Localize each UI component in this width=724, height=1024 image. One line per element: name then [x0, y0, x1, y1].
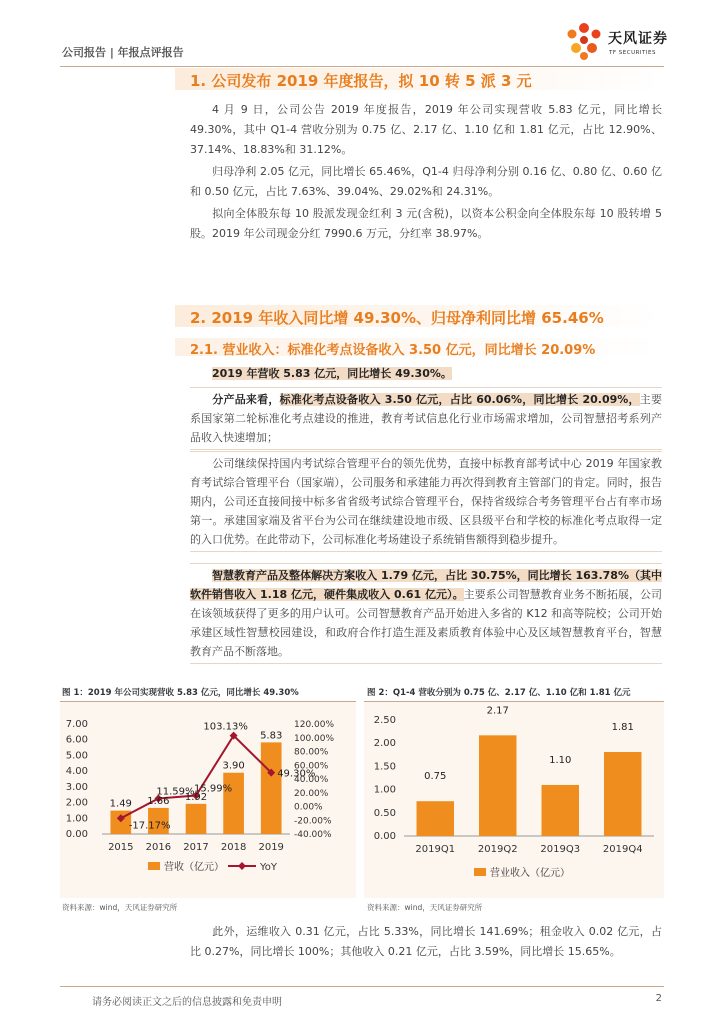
logo-text-cn: 天风证券	[608, 31, 668, 47]
chart2-quarterly-revenue	[364, 702, 664, 898]
chart1-source: 资料来源：wind，天风证券研究所	[62, 903, 178, 912]
logo-text-en: TF SECURITIES	[609, 50, 656, 56]
other-revenue-paragraph: 此外，运维收入 0.31 亿元，占比 5.33%，同比增长 141.69%；租金收入 0.02 亿元，占比 0.27%，同比增长 100%；其他收入 0.21 亿元，占比 3.59%，同比增长 15.65%。	[190, 925, 662, 958]
revenue-summary: 2019 年营收 5.83 亿元，同比增长 49.30%。	[212, 367, 452, 380]
chart1-bar-value-label: 5.83	[260, 730, 283, 742]
chart2-bar-2019Q4	[604, 752, 642, 836]
chart1-x-tick-label: 2015	[108, 842, 134, 853]
chart1-yoy-value-label: 15.99%	[194, 783, 233, 795]
chart2-y-tick-label: 0.50	[373, 807, 396, 819]
section2-subtitle: 2.1. 营业收入：标准化考点设备收入 3.50 亿元，同比增长 20.09%	[190, 343, 596, 358]
chart2-x-tick-label: 2019Q4	[602, 844, 643, 855]
chart1-bar-2017	[186, 804, 207, 834]
chart1-yoy-value-label: 11.59%	[156, 786, 195, 798]
chart1-y2-tick-label: -20.00%	[294, 816, 332, 827]
exam-platform-paragraph: 公司继续保持国内考试综合管理平台的领先优势，直接中标教育部考试中心 2019 年国家教育考试综合管理平台（国家端），公司服务和承建能力再次得到教育主管部门的肯定。同时，报告期内，公司还直接间接中标多省省级考试综合管理平台，保持省级综合考务管理平台占有率市场第一。承建国家端及省平台为公司在继续建设地市级、区县级平台和学校的标准化考点取得一定的入口优势。在此带动下，公司标准化考场建设子系统销售额得到稳步提升。	[190, 451, 662, 552]
chart1-data-labels	[108, 722, 315, 853]
chart1-y2-tick-label: 80.00%	[294, 747, 329, 758]
footer-disclaimer: 请务必阅读正文之后的信息披露和免责申明	[92, 997, 282, 1008]
footer-divider	[60, 986, 664, 987]
chart2-bar-2019Q2	[479, 735, 517, 836]
chart1-caption: 图 1：2019 年公司实现营收 5.83 亿元，同比增长 49.30%	[62, 688, 299, 698]
chart2-y-tick-label: 1.50	[373, 761, 396, 773]
chart1-y-tick-label: 1.00	[65, 813, 88, 825]
chart1-legend-line-label: YoY	[260, 862, 278, 873]
section1-paragraph-3: 拟向全体股东每 10 股派发现金红利 3 元(含税)，以资本公积金向全体股东每 10 股转增 5 股。2019 年公司现金分红 7990.6 万元，分红率 38.97%。	[190, 207, 662, 240]
chart1-y2-tick-label: -40.00%	[294, 830, 332, 840]
chart1-bar-value-label: 1.92	[184, 791, 208, 803]
chart2-legend-bar-label: 营业收入（亿元）	[490, 868, 570, 879]
section1-title: 1. 公司发布 2019 年度报告，拟 10 转 5 派 3 元	[190, 72, 532, 90]
chart2-source: 资料来源：wind，天风证券研究所	[367, 903, 483, 912]
chart1-y-tick-label: 3.00	[65, 781, 88, 793]
chart1-x-tick-label: 2018	[220, 842, 247, 853]
chart1-bar-value-label: 1.49	[109, 798, 132, 810]
chart1-y2-tick-label: 0.00%	[294, 802, 323, 813]
chart2-bars	[417, 735, 642, 836]
chart1-legend-line-marker	[238, 862, 246, 870]
chart1-x-tick-label: 2016	[145, 842, 172, 853]
chart2-bar-2019Q3	[542, 785, 580, 836]
chart2-bar-value-label: 0.75	[424, 771, 447, 783]
chart1-y-tick-label: 4.00	[65, 766, 88, 778]
chart2-x-tick-label: 2019Q2	[477, 844, 518, 855]
chart1-y2-tick-label: 40.00%	[294, 775, 329, 785]
chart2-y-tick-label: 2.00	[373, 738, 396, 750]
chart1-x-tick-label: 2017	[183, 842, 209, 853]
chart1-bar-2018	[223, 773, 244, 834]
chart2-y-tick-label: 0.00	[373, 831, 396, 842]
chart1-bar-2019	[261, 742, 282, 834]
chart2-x-tick-label: 2019Q1	[415, 844, 456, 855]
logo-flower-icon	[562, 22, 606, 64]
chart2-bar-value-label: 1.81	[611, 722, 634, 734]
chart1-y2-tick-label: 120.00%	[294, 720, 335, 730]
chart1-y2-tick-label: 60.00%	[294, 761, 329, 772]
chart2-legend-bar-swatch	[474, 868, 486, 876]
chart1-yoy-value-label: 103.13%	[203, 721, 248, 733]
chart2-bar-value-label: 2.17	[486, 705, 509, 717]
chart1-legend	[148, 860, 278, 873]
chart1-yoy-value-label: 49.30%	[277, 768, 316, 780]
header-divider	[60, 66, 664, 67]
company-logo	[562, 22, 692, 64]
chart1-y-tick-label: 0.00	[65, 829, 88, 840]
chart1-bar-value-label: 1.66	[147, 795, 170, 807]
section1-paragraph-2: 归母净利 2.05 亿元，同比增长 65.46%，Q1-4 归母净利分别 0.16 亿、0.80 亿、0.60 亿和 0.50 亿元，占比 7.63%、39.04%、29.02%和 24.31%。	[190, 165, 662, 198]
chart1-y-tick-label: 5.00	[65, 750, 88, 762]
chart1-legend-bar-label: 营收（亿元）	[164, 862, 224, 873]
page-number: 2	[655, 993, 662, 1004]
chart2-y-tick-label: 2.50	[373, 715, 396, 726]
report-category: 公司报告 | 年报点评报告	[62, 46, 184, 59]
chart2-x-tick-label: 2019Q3	[540, 844, 581, 855]
chart1-legend-bar-swatch	[148, 862, 160, 870]
chart1-y2-tick-label: 20.00%	[294, 788, 329, 799]
chart2-y-tick-label: 1.00	[373, 784, 396, 796]
chart1-x-tick-label: 2019	[258, 842, 284, 853]
chart2-bar-value-label: 1.10	[549, 754, 572, 766]
chart1-yoy-value-label: -17.17%	[128, 820, 171, 832]
chart1-bar-value-label: 3.90	[222, 760, 245, 772]
chart2-bar-2019Q1	[417, 801, 455, 836]
section2-title: 2. 2019 年收入同比增 49.30%、归母净利同比增 65.46%	[190, 309, 604, 327]
smart-education-paragraph: 智慧教育产品及整体解决方案收入 1.79 亿元，占比 30.75%，同比增长 163.78%（其中软件销售收入 1.18 亿元，硬件集成收入 0.61 亿元）。主要系公司智慧教育业务不断拓展，公司在该领域获得了更多的用户认可。公司智慧教育产品开始进入多省的 K12 和高等院校；公司开始承建区域性智慧校园建设，和政府合作打造生涯及素质教育体验中心及区域智慧教育平台，智慧教育产品不断落地。	[190, 563, 662, 664]
chart1-y-tick-label: 2.00	[65, 797, 88, 809]
chart2-caption: 图 2：Q1-4 营收分别为 0.75 亿、2.17 亿、1.10 亿和 1.81 亿元	[367, 688, 631, 698]
product-breakdown-paragraph: 分产品来看，标准化考点设备收入 3.50 亿元，占比 60.06%，同比增长 20.09%，主要系国家第二轮标准化考点建设的推进，教育考试信息化行业市场需求增加，公司智慧招考系列产品收入快速增加；	[190, 387, 662, 450]
section1-paragraph-1: 4 月 9 日，公司公告 2019 年度报告，2019 年公司实现营收 5.83 亿元，同比增长 49.30%，其中 Q1-4 营收分别为 0.75 亿、2.17 亿、1.10 亿和 1.81 亿元，占比 12.90%、37.14%、18.83%和 31.12%。	[190, 103, 662, 156]
chart2-legend	[474, 866, 570, 879]
chart1-y2-tick-label: 100.00%	[294, 733, 335, 744]
chart1-revenue-yoy	[60, 702, 356, 898]
chart1-y-tick-label: 6.00	[65, 734, 88, 746]
chart1-y-tick-label: 7.00	[65, 719, 88, 730]
